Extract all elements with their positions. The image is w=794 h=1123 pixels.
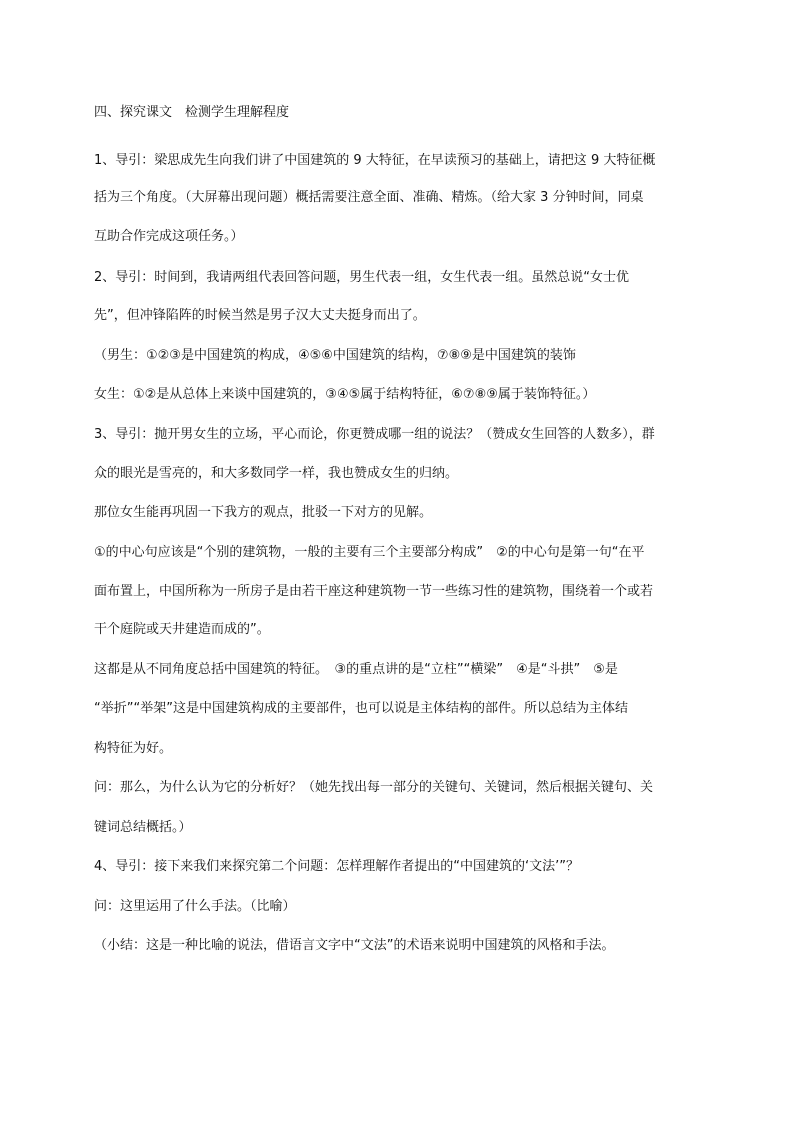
paragraph-line: 括为三个角度。（大屏幕出现问题）概括需要注意全面、准确、精炼。（给大家 3 分钟时间，同桌 <box>94 190 644 205</box>
paragraph-line: 2、导引：时间到，我请两组代表回答问题，男生代表一组，女生代表一组。虽然总说“女士优 <box>94 270 630 285</box>
paragraph-line: 4、导引：接下来我们来探究第二个问题：怎样理解作者提出的“中国建筑的‘文法’”？ <box>94 859 580 874</box>
paragraph-line: “举折”“举架”这是中国建筑构成的主要部件，也可以说是主体结构的部件。所以总结为主体结 <box>94 701 628 716</box>
section-heading: 四、探究课文 检测学生理解程度 <box>94 105 290 120</box>
paragraph-line: 3、导引：抛开男女生的立场，平心而论，你更赞成哪一组的说法？（赞成女生回答的人数多），群 <box>94 427 655 442</box>
paragraph-line: （男生：①②③是中国建筑的构成，④⑤⑥中国建筑的结构，⑦⑧⑨是中国建筑的装饰 <box>94 348 576 363</box>
paragraph-line: 键词总结概括。） <box>94 820 192 835</box>
paragraph-line: 这都是从不同角度总括中国建筑的特征。 ③的重点讲的是“立柱”“横梁” ④是“斗拱” ⑤是 <box>94 662 618 677</box>
paragraph-line: 互助合作完成这项任务。） <box>94 229 244 244</box>
paragraph-line: 问：那么，为什么认为它的分析好？（她先找出每一部分的关键句、关键词，然后根据关键句、关 <box>94 780 654 795</box>
paragraph-line: 干个庭院或天井建造而成的”。 <box>94 622 270 637</box>
paragraph-line: 构特征为好。 <box>94 741 173 756</box>
paragraph-line: 那位女生能再巩固一下我方的观点，批驳一下对方的见解。 <box>94 505 433 520</box>
paragraph-line: 面布置上，中国所称为一所房子是由若干座这种建筑物一节一些练习性的建筑物，围绕着一个或若 <box>94 584 654 599</box>
paragraph-line: （小结：这是一种比喻的说法，借语言文字中“文法”的术语来说明中国建筑的风格和手法。 <box>94 938 615 953</box>
paragraph-line: 1、导引：梁思成先生向我们讲了中国建筑的 9 大特征，在早读预习的基础上，请把这 9 大特征概 <box>94 153 656 168</box>
paragraph-line: 女生：①②是从总体上来谈中国建筑的，③④⑤属于结构特征，⑥⑦⑧⑨属于装饰特征。） <box>94 387 596 402</box>
paragraph-line: 问：这里运用了什么手法。（比喻） <box>94 899 296 914</box>
paragraph-line: 众的眼光是雪亮的，和大多数同学一样，我也赞成女生的归纳。 <box>94 466 459 481</box>
paragraph-line: ①的中心句应该是“个别的建筑物，一般的主要有三个主要部分构成” ②的中心句是第一句“在平 <box>94 545 645 560</box>
paragraph-line: 先”，但冲锋陷阵的时候当然是男子汉大丈夫挺身而出了。 <box>94 308 426 323</box>
